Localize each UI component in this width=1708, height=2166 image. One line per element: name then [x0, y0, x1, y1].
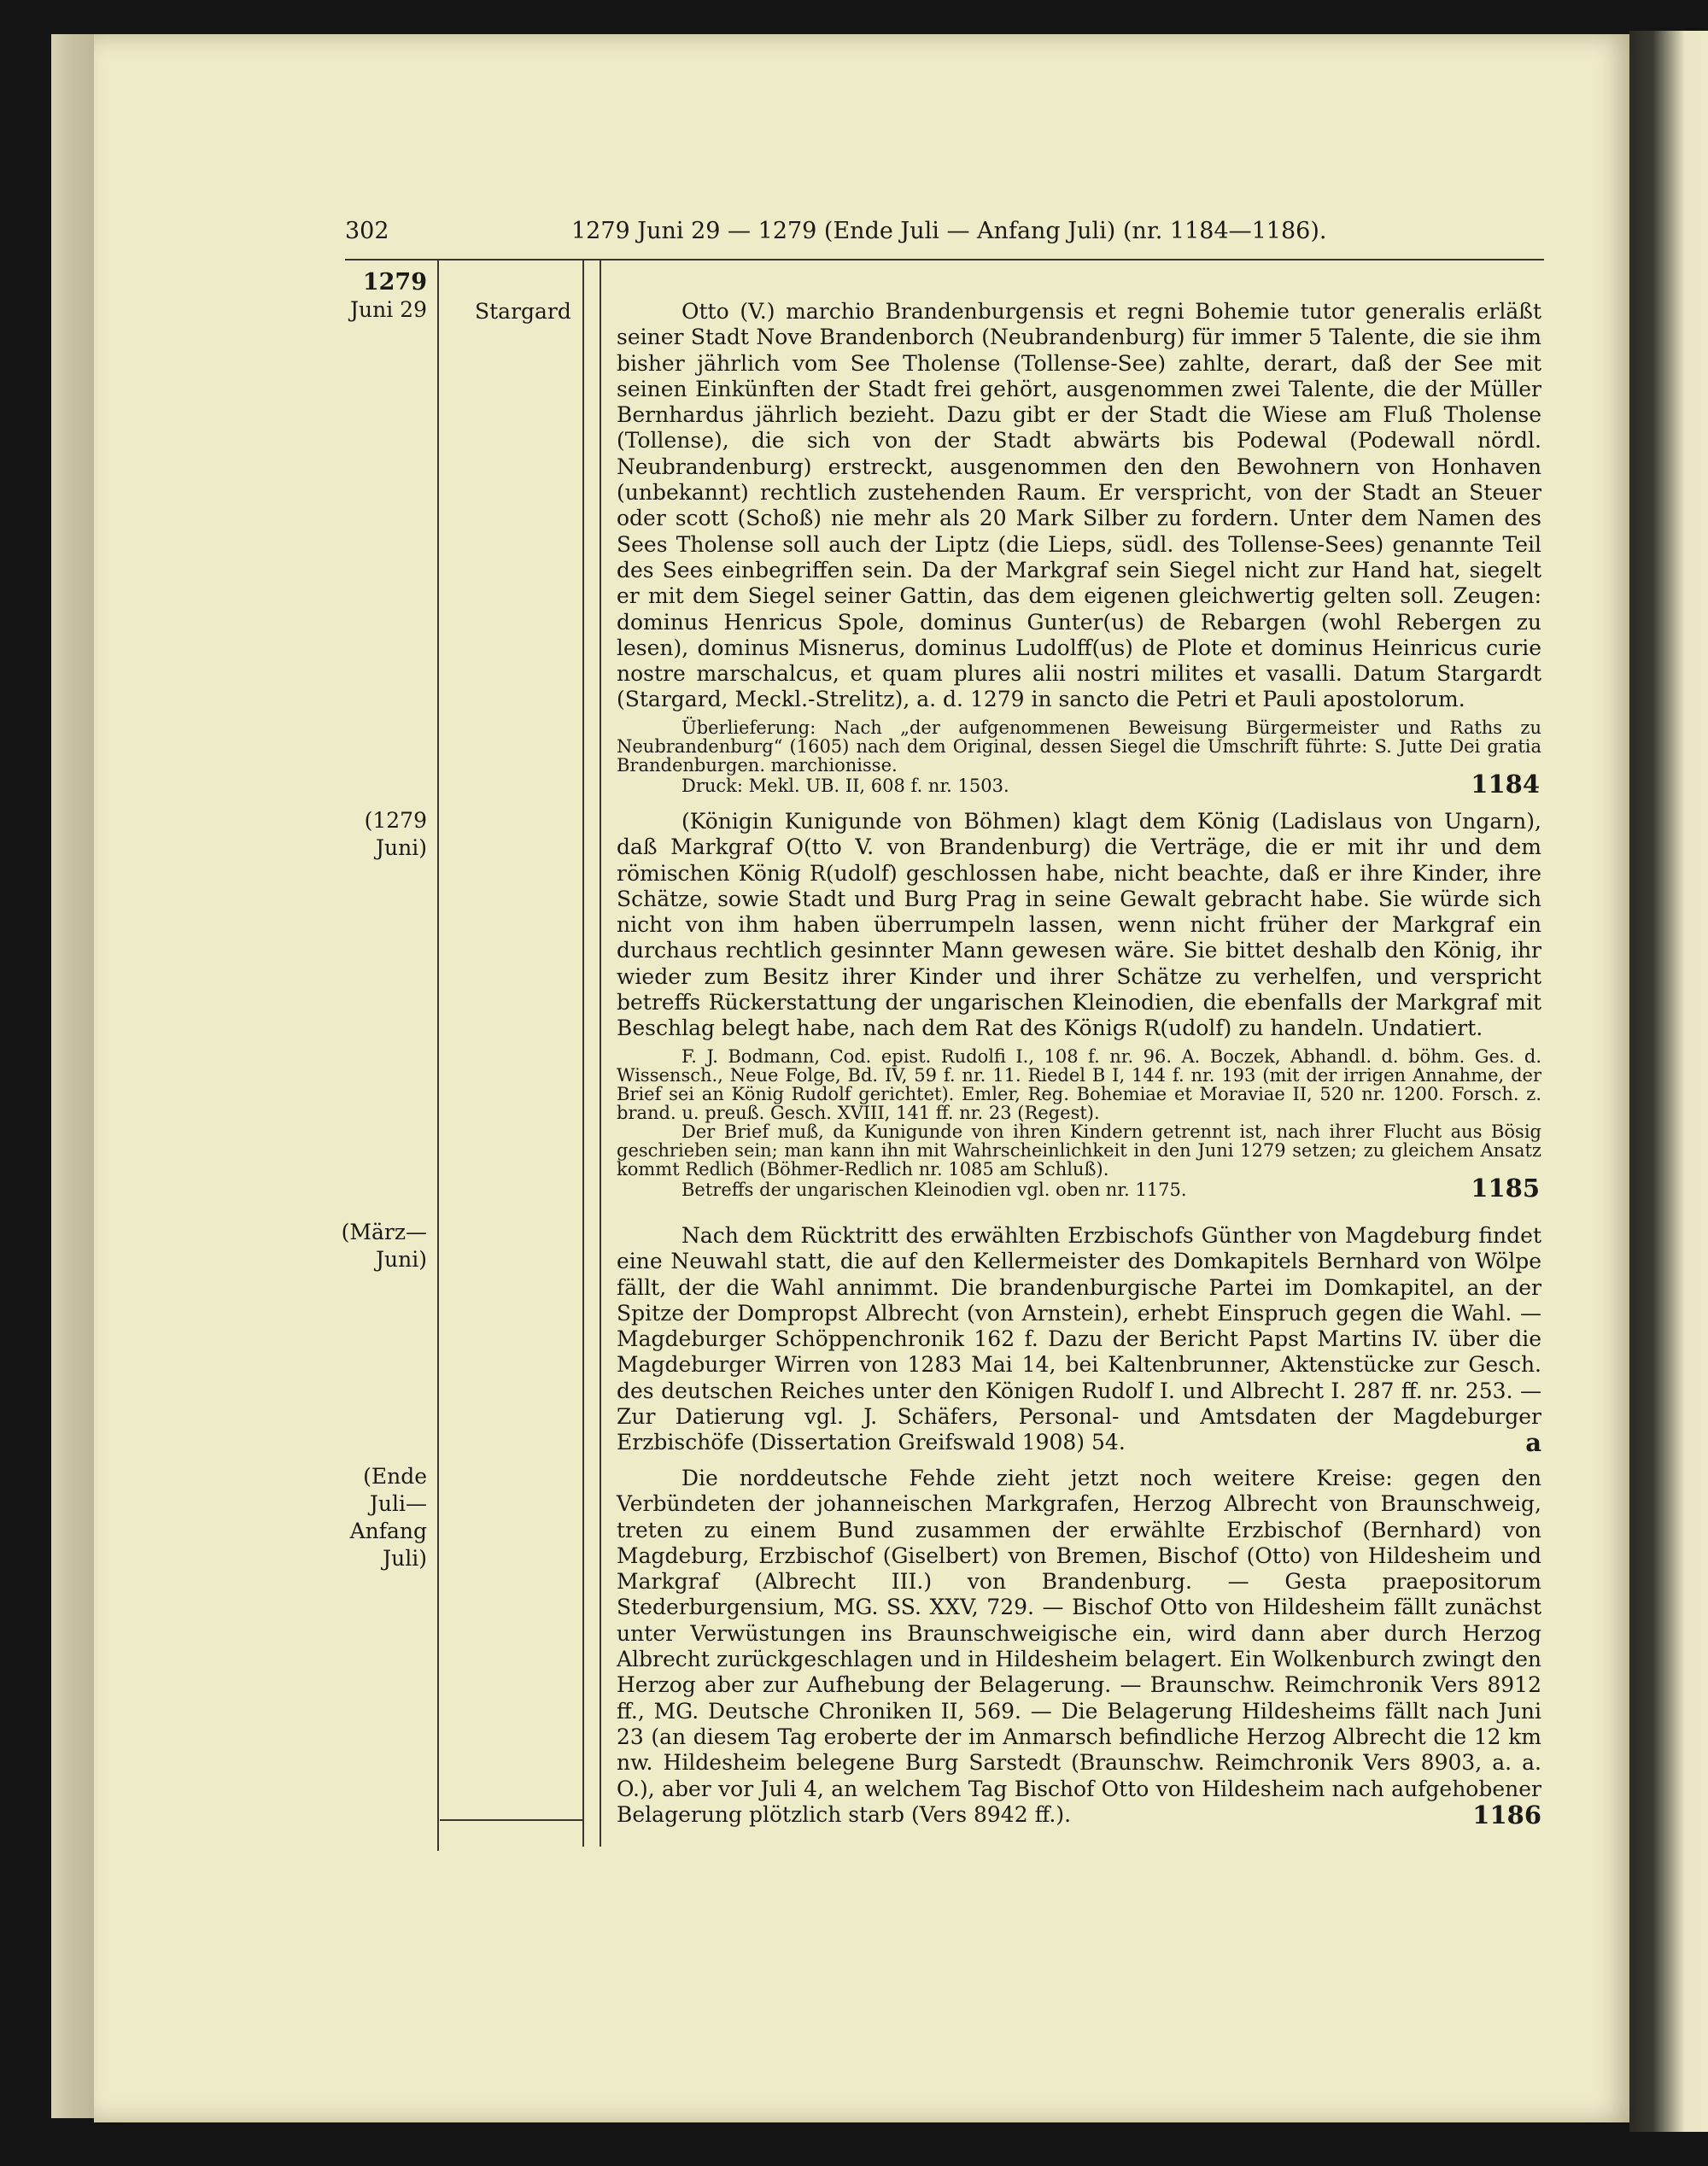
entry-1184-text: Otto (V.) marchio Brandenburgensis et regni Bohemie tutor generalis erläßt seiner Stadt Nove Brandenborch (Neubrandenburg) für immer 5 Talente, die sie ihm bisher jährlich vom See Tholense (Tollense-See) zahlte, derart, daß der See mit seinen Einkünften der Stadt frei gehört, ausgenommen zwei Talente, die der Müller Bernhardus jährlich bezieht. Dazu gibt er der Stadt die Wiese am Fluß Tholense (Tollense), die sich von der Stadt abwärts bis Podewal (Podewall nördl. Neubrandenburg) erstreckt, ausgenommen den den Bewohnern von Honhaven (unbekannt) rechtlich zustehenden Raum. Er verspricht, von der Stadt an Steuer oder scott (Schoß) nie mehr als 20 Mark Silber zu fordern. Unter dem Namen des Sees Tholense soll auch der Liptz (die Lieps, südl. des Tollense-Sees) genannte Teil des Sees einbegriffen sein. Da der Markgraf sein Siegel nicht zur Hand hat, siegelt er mit dem Siegel seiner Gattin, das dem eigenen gleichwertig gelten soll. Zeugen: dominus Henricus Spole, dominus Gunter(us) de Rebargen (wohl Rebergen zu lesen), dominus Misnerus, dominus Ludolff(us) de Plote et dominus Heinricus curie nostre marschalcus, et quam plures alii nostri milites et vasalli. Datum Stargardt (Stargard, Meckl.-Strelitz), a. d. 1279 in sancto die Petri et Pauli apostolorum.	[617, 299, 1541, 712]
entry-1185-reference: Betreffs der ungarischen Kleinodien vgl. oben nr. 1175.	[681, 1179, 1187, 1200]
entry-1185-text: (Königin Kunigunde von Böhmen) klagt dem König (Ladislaus von Ungarn), daß Markgraf O(tto V. von Brandenburg) die Verträge, die er mit ihr und dem römischen König R(udolf) geschlossen habe, nicht beachte, daß er ihre Kinder, ihre Schätze, sowie Stadt und Burg Prag in seine Gewalt gebracht habe. Sie würde sich nicht von ihm haben überrumpeln lassen, wenn nicht früher der Markgraf ein durchaus rechtlich gesinnter Mann gewesen wäre. Sie bittet deshalb den König, ihr wieder zum Besitz ihrer Kinder und ihrer Schätze zu verhelfen, und verspricht betreffs Rückerstattung der ungarischen Kleinodien, die ebenfalls der Markgraf mit Beschlag belegt habe, nach dem Rat des Königs R(udolf) zu handeln. Undatiert.	[617, 809, 1541, 1041]
entry-1185-month: Juni)	[376, 835, 427, 860]
entry-1186	[617, 1466, 1541, 1828]
header-rule	[345, 259, 1544, 261]
place-column-divider	[582, 261, 584, 1847]
page-header	[345, 218, 1544, 252]
entry-1185-date	[333, 807, 427, 862]
entry-a-text	[617, 1223, 1541, 1456]
place-column-end-rule	[440, 1819, 583, 1821]
entry-a-month: Juni)	[376, 1247, 427, 1272]
entry-1184-day: Juni 29	[350, 297, 427, 322]
entry-1184-print: Druck: Mekl. UB. II, 608 f. nr. 1503.	[681, 775, 1009, 796]
entry-1185-ref-line	[617, 1173, 1541, 1203]
book-gutter	[1629, 31, 1708, 2132]
entry-a-body: Nach dem Rücktritt des erwählten Erzbischofs Günther von Magdeburg findet eine Neuwahl statt, die auf den Kellermeister des Domkapitels Bernhard von Wölpe fällt, der die Wahl annimmt. Die brandenburgische Partei im Domkapitel, an der Spitze der Dompropst Albrecht (von Arnstein), erhebt Einspruch gegen die Wahl. — Magdeburger Schöppenchronik 162 f. Dazu der Bericht Papst Martins IV. über die Magdeburger Wirren von 1283 Mai 14, bei Kaltenbrunner, Aktenstücke zur Gesch. des deutschen Reiches unter den Königen Rudolf I. und Albrecht I. 287 ff. nr. 253. — Zur Datierung vgl. J. Schäfers, Personal- und Amtsdaten der Magdeburger Erzbischöfe (Dissertation Greifswald 1908) 54.	[617, 1223, 1541, 1455]
entry-1184-tradition: Überlieferung: Nach „der aufgenommenen Beweisung Bürgermeister und Raths zu Neubrandenburg“ (1605) nach dem Original, dessen Siegel die Umschrift führte: S. Jutte Dei gratia Brandenburgen. marchionisse.	[617, 717, 1541, 776]
entry-1186-body: Die norddeutsche Fehde zieht jetzt noch weitere Kreise: gegen den Verbündeten der johanneischen Markgrafen, Herzog Albrecht von Braunschweig, treten zu einem Bund zusammen der erwählte Erzbischof (Bernhard) von Magdeburg, Erzbischof (Giselbert) von Bremen, Bischof (Otto) von Hildesheim und Markgraf (Albrecht III.) von Brandenburg. — Gesta praepositorum Stederburgensium, MG. SS. XXV, 729. — Bischof Otto von Hildesheim fällt zunächst unter Verwüstungen ins Braunschweigische ein, wird dann aber durch Herzog Albrecht zurückgeschlagen und in Hildesheim belagert. Ein Wolkenburch zwingt den Herzog aber zur Aufhebung der Belagerung. — Braunschw. Reimchronik Vers 8912 ff., MG. Deutsche Chroniken II, 569. — Die Belagerung Hildesheims fällt nach Juni 23 (an diesem Tag eroberte der im Anmarsch befindliche Herzog Albrecht die 12 km nw. Hildesheim belegene Burg Sarstedt (Braunschw. Reimchronik Vers 8903, a. a. O.), aber vor Juli 4, an welchem Tag Bischof Otto von Hildesheim nach aufgehobener Belagerung plötzlich starb (Vers 8942 ff.).	[617, 1466, 1541, 1827]
running-title: 1279 Juni 29 — 1279 (Ende Juli — Anfang Juli) (nr. 1184—1186).	[571, 218, 1327, 244]
entry-1185-literature: F. J. Bodmann, Cod. epist. Rudolfi I., 108 f. nr. 96. A. Boczek, Abhandl. d. böhm. Ges. d. Wissensch., Neue Folge, Bd. IV, 59 f. nr. 11. Riedel B I, 144 f. nr. 193 (mit der irrigen Annahme, der Brief sei an König Rudolf gerichtet). Emler, Reg. Bohemiae et Moraviae II, 520 nr. 1200. Forsch. z. brand. u. preuß. Gesch. XVIII, 141 ff. nr. 23 (Regest).	[617, 1045, 1541, 1123]
entry-a-number: a	[1525, 1428, 1541, 1458]
entry-1185-year: (1279	[364, 808, 427, 833]
entry-1184	[617, 299, 1541, 797]
entry-1185-number: 1185	[1471, 1173, 1540, 1203]
entry-1184-year: 1279	[362, 269, 427, 296]
entry-1186-date	[333, 1463, 427, 1572]
entry-1184-print-line	[617, 769, 1541, 799]
entry-a	[617, 1223, 1541, 1456]
entry-1185	[617, 809, 1541, 1201]
entry-1184-date	[333, 269, 427, 324]
entry-a-year: (März—	[341, 1220, 427, 1244]
entry-1185-remark: Der Brief muß, da Kunigunde von ihren Kindern getrennt ist, nach ihrer Flucht aus Bösig geschrieben sein; man kann ihn mit Wahrscheinlichkeit in den Juni 1279 setzen; zu gleichem Ansatz kommt Redlich (Böhmer-Redlich nr. 1085 am Schluß).	[617, 1121, 1541, 1180]
page-number: 302	[345, 218, 389, 244]
entry-1186-number: 1186	[1472, 1800, 1541, 1829]
date-column-divider	[437, 261, 439, 1851]
entry-1186-text	[617, 1466, 1541, 1828]
entry-1186-start: (Ende	[363, 1464, 427, 1489]
text-column-divider	[600, 261, 601, 1847]
entry-1186-rest: Juli— Anfang Juli)	[349, 1491, 427, 1571]
entry-1184-number: 1184	[1471, 769, 1540, 799]
entry-1184-place: Stargard	[475, 299, 571, 324]
entry-a-date	[333, 1219, 427, 1273]
